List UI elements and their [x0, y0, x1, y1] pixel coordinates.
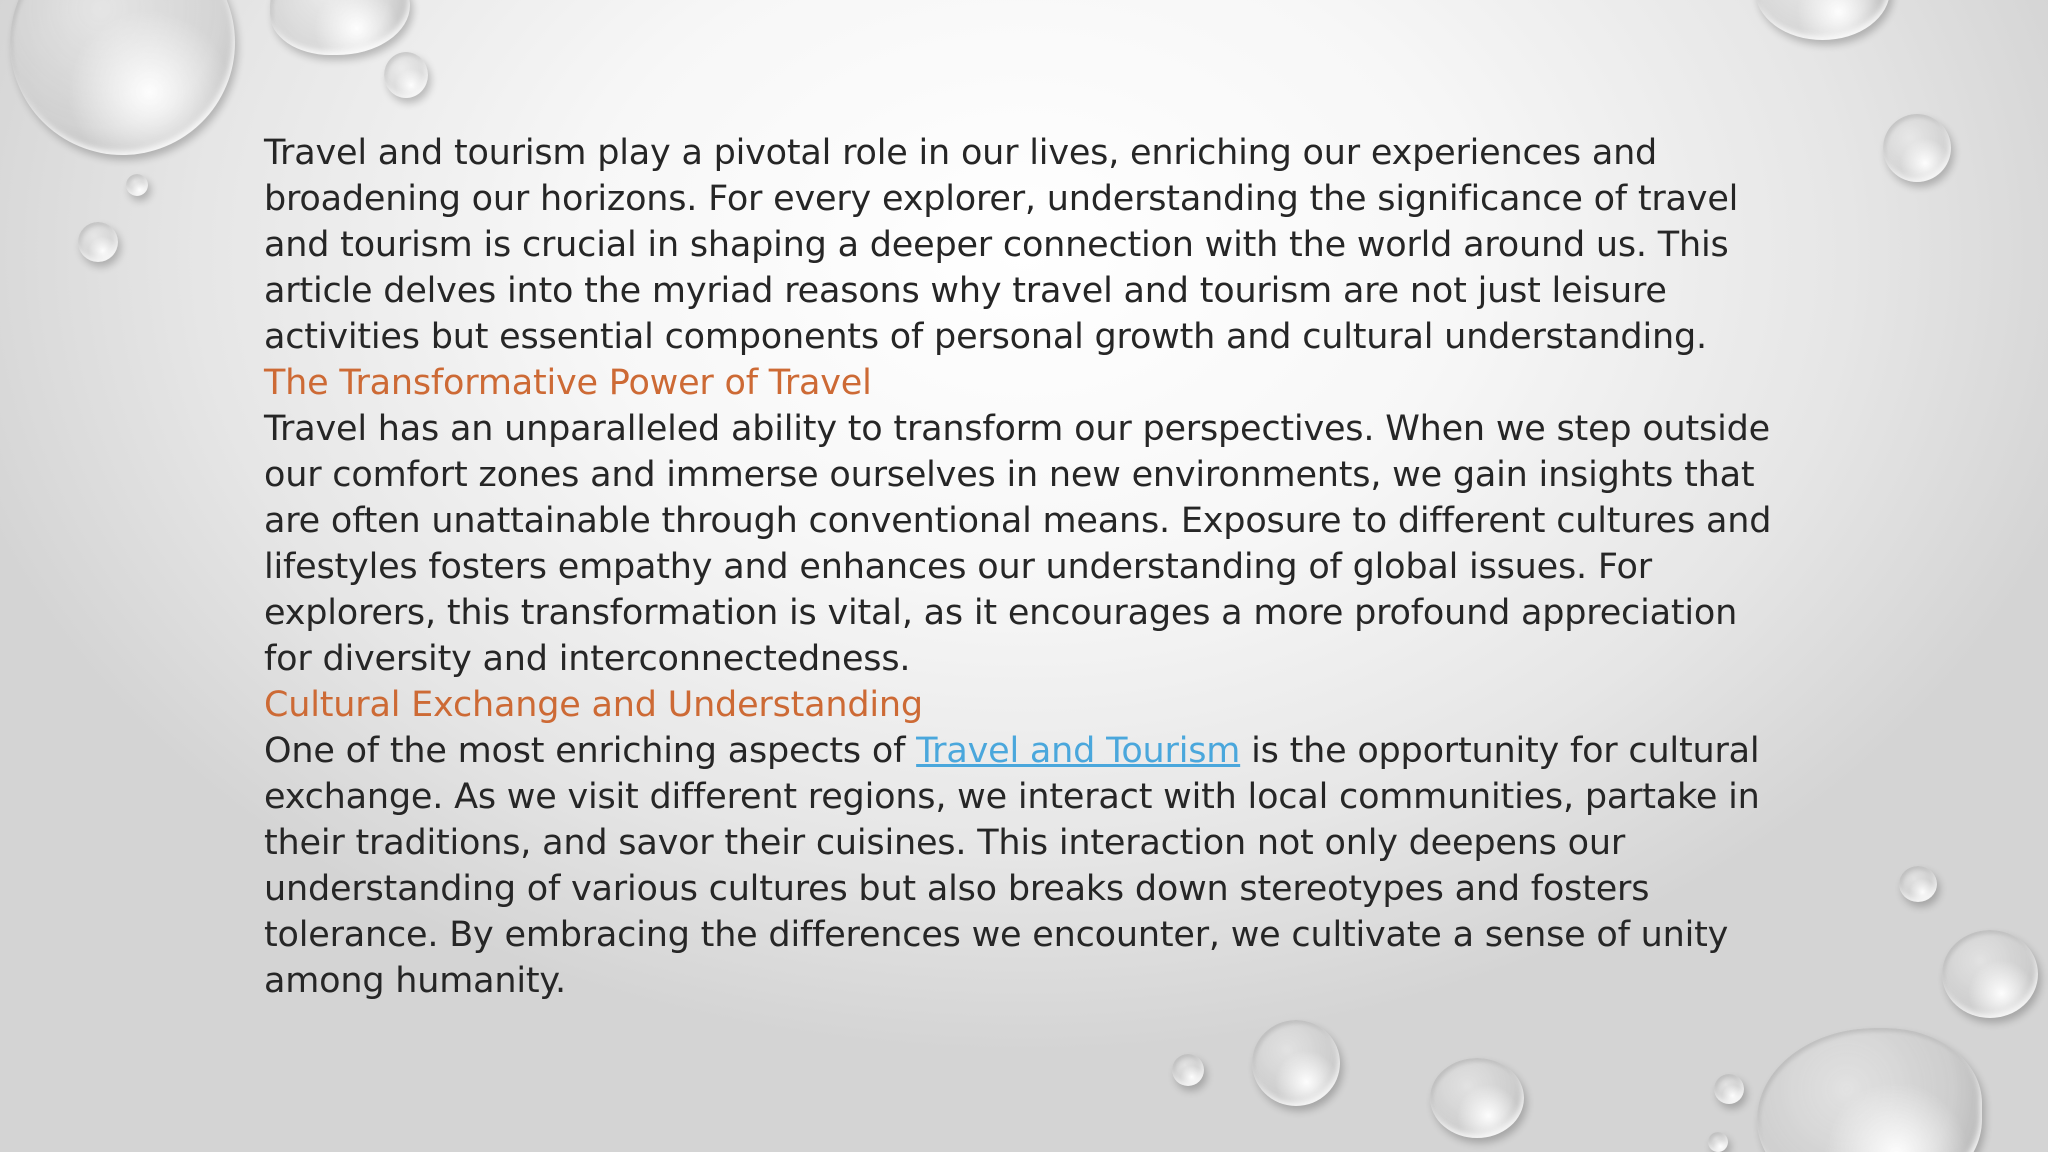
- section-paragraph-cultural-exchange: [264, 728, 1784, 1004]
- paragraph-text-before-link: One of the most enriching aspects of: [264, 731, 917, 771]
- water-drop-decoration: [1757, 1028, 1982, 1152]
- water-drop-decoration: [1755, 0, 1890, 40]
- water-drop-decoration: [1708, 1132, 1728, 1152]
- section-heading-cultural-exchange: Cultural Exchange and Understanding: [264, 685, 923, 725]
- water-drop-decoration: [1883, 114, 1951, 182]
- intro-paragraph: Travel and tourism play a pivotal role in our lives, enriching our experiences and broadening our horizons. For every explorer, understanding the significance of travel and tourism is crucial in shaping a deeper connection with the world around us. This article delves into the myriad reasons why travel and tourism are not just leisure activities but essential components of personal growth and cultural understanding.: [264, 133, 1739, 357]
- water-drop-decoration: [1714, 1074, 1744, 1104]
- water-drop-decoration: [1252, 1020, 1340, 1106]
- paragraph-text-after-link: is the opportunity for cultural exchange. As we visit different regions, we interact with local communities, partake in their traditions, and savor their cuisines. This interaction not only deepens our understanding of various cultures but also breaks down stereotypes and fosters tolerance. By embracing the differences we encounter, we cultivate a sense of unity among humanity.: [264, 731, 1760, 1001]
- water-drop-decoration: [1430, 1058, 1524, 1138]
- article-text: [264, 130, 1784, 1004]
- water-drop-decoration: [78, 222, 118, 262]
- water-drop-decoration: [384, 52, 428, 98]
- section-paragraph-transformative-power: Travel has an unparalleled ability to transform our perspectives. When we step outside our comfort zones and immerse ourselves in new environments, we gain insights that are often unattainable through conventional means. Exposure to different cultures and lifestyles fosters empathy and enhances our understanding of global issues. For explorers, this transformation is vital, as it encourages a more profound appreciation for diversity and interconnectedness.: [264, 409, 1772, 679]
- section-heading-transformative-power: The Transformative Power of Travel: [264, 363, 872, 403]
- water-drop-decoration: [1899, 866, 1937, 902]
- travel-and-tourism-link[interactable]: Travel and Tourism: [916, 731, 1241, 771]
- water-drop-decoration: [10, 0, 235, 155]
- water-drop-decoration: [1172, 1054, 1204, 1086]
- water-drop-decoration: [126, 174, 148, 196]
- water-drop-decoration: [270, 0, 410, 55]
- water-drop-decoration: [1942, 930, 2038, 1018]
